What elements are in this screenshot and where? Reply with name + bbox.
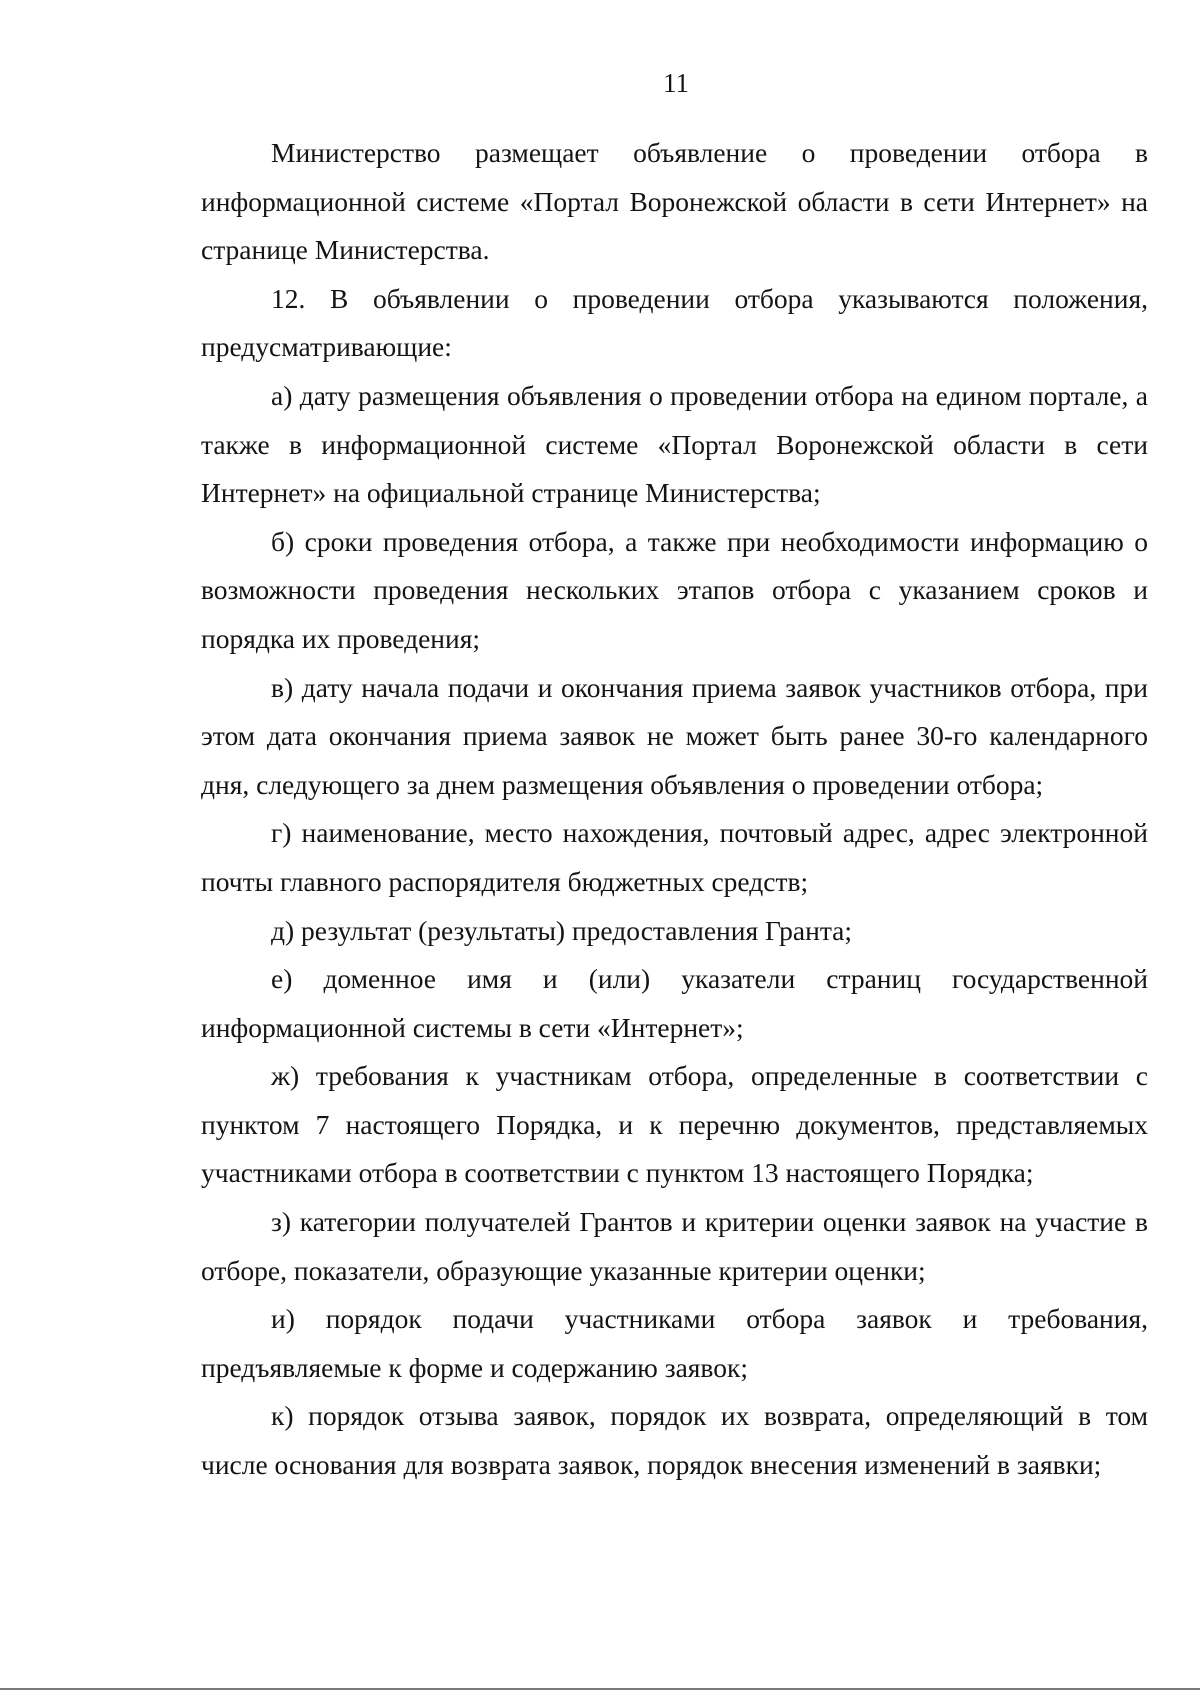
paragraph-12: 12. В объявлении о проведении отбора указываются положения, предусматривающие: — [201, 282, 1148, 363]
document-body — [201, 129, 1148, 1490]
list-item-v: в) дату начала подачи и окончания приема заявок участников отбора, при этом дата окончания приема заявок не может быть ранее 30-го календарного дня, следующего за днем размещения объявления о проведении отбора; — [201, 671, 1148, 800]
list-item-e: е) доменное имя и (или) указатели страниц государственной информационной системы в сети «Интернет»; — [201, 963, 1148, 1043]
list-item-k: к) порядок отзыва заявок, порядок их возврата, определяющий в том числе основания для возврата заявок, порядок внесения изменений в заявки; — [201, 1400, 1148, 1481]
list-item-g: г) наименование, место нахождения, почтовый адрес, адрес электронной почты главного распорядителя бюджетных средств; — [201, 817, 1148, 897]
scan-edge-line — [0, 1688, 1200, 1690]
list-item-d: д) результат (результаты) предоставления Гранта; — [271, 914, 853, 946]
list-item-z: з) категории получателей Грантов и критерии оценки заявок на участие в отборе, показатели, образующие указанные критерии оценки; — [201, 1206, 1148, 1286]
page-number: 11 — [663, 68, 689, 98]
paragraph-intro: Министерство размещает объявление о проведении отбора в информационной системе «Портал Воронежской области в сети Интернет» на странице Министерства. — [201, 137, 1148, 266]
list-item-b: б) сроки проведения отбора, а также при необходимости информацию о возможности проведения нескольких этапов отбора с указанием сроков и порядка их проведения; — [201, 525, 1148, 654]
list-item-i: и) порядок подачи участниками отбора заявок и требования, предъявляемые к форме и содержанию заявок; — [201, 1303, 1148, 1383]
list-item-a: а) дату размещения объявления о проведении отбора на едином портале, а также в информационной системе «Портал Воронежской области в сети Интернет» на официальной странице Министерства; — [201, 379, 1148, 509]
list-item-zh: ж) требования к участникам отбора, определенные в соответствии с пунктом 7 настоящего Порядка, и к перечню документов, представляемых участниками отбора в соответствии с пунктом 13 настоящего Порядка; — [201, 1060, 1148, 1189]
